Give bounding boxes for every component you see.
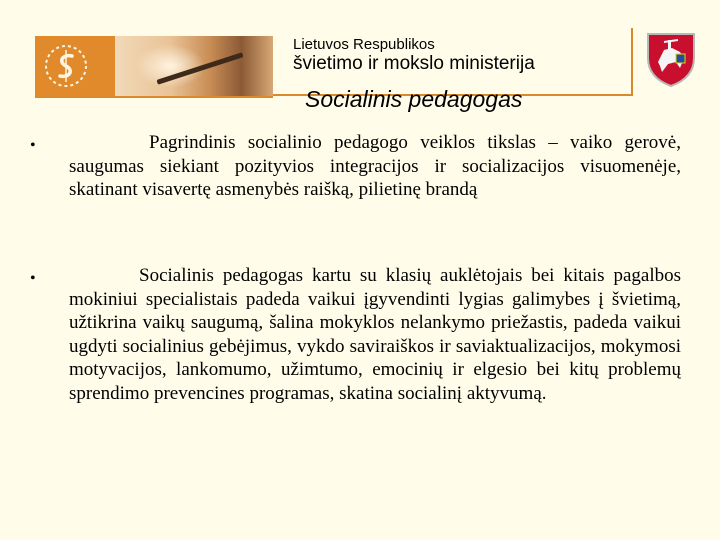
bullet-paragraph-2: Socialinis pedagogas kartu su klasių auklėtojais bei kitais pagalbos mokiniui specialistais padeda vaikui įgyvendinti lygias galimybes į švietimą, užtikrina vaikų saugumą, šalina mokyklos nelankymo priežastis, padeda vaikui ugdyti socialinius gebėjimus, vykdo saviraiškos ir saviaktualizacijos, mokymosi motyvacijos, lankomumo, užimtumo, emocinių ir elgesio bei kitų problemų sprendimo prevencines programas, skatina socialinį aktyvumą.: [69, 265, 681, 404]
header-divider: [631, 28, 633, 96]
bullet-marker-2: •: [30, 270, 36, 287]
ministry-logo-icon: [44, 44, 88, 88]
ministry-name-line1: Lietuvos Respublikos: [293, 36, 435, 53]
bullet-paragraph-1: Pagrindinis socialinio pedagogo veiklos tikslas – vaiko gerovė, saugumas siekiant pozityvios integracijos ir socializacijos visuomenėje, skatinant visavertę asmenybės raišką, pilietinę brandą: [69, 132, 681, 200]
banner-photo-glow: [135, 44, 205, 88]
slide-title: Socialinis pedagogas: [305, 86, 523, 112]
ministry-name-line2: švietimo ir mokslo ministerija: [293, 53, 535, 74]
banner-photo: [115, 36, 273, 96]
bullet-marker-1: •: [30, 137, 36, 154]
vytis-coat-of-arms-icon: [642, 28, 700, 88]
